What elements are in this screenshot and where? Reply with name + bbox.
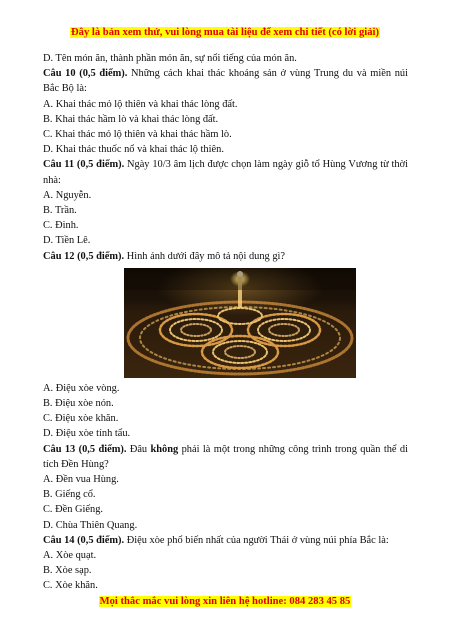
hotline-notice-text: Mọi thắc mắc vui lòng xin liên hệ hotline: 084 283 45 85 [99,596,351,607]
question-10 [43,66,408,96]
q13-option-c: C. Đền Giếng. [43,504,104,516]
question-10-text: Những cách khai thác khoáng sản ở vùng Trung du và miền núi Bắc Bộ là: [43,68,408,95]
q11-option-d: D. Tiền Lê. [43,235,91,247]
document-content [43,51,408,594]
question-11 [43,157,408,187]
q9-option-d: D. Tên món ăn, thành phần món ăn, sự nổi tiếng của món ăn. [43,53,297,64]
q11-option-c: C. Đinh. [43,220,79,232]
q10-option-a: A. Khai thác mỏ lộ thiên và khai thác lòng đất. [43,98,238,110]
q14-option-a: A. Xòe quạt. [43,550,97,562]
q12-option-b: B. Điệu xòe nón. [43,398,114,410]
question-10-heading: Câu 10 (0,5 điểm). [43,68,128,80]
q14-option-c: C. Xòe khăn. [43,580,98,592]
q13-option-b: B. Giếng cổ. [43,489,96,501]
q11-option-b: B. Trần. [43,205,77,217]
q10-option-b: B. Khai thác hầm lò và khai thác lòng đất. [43,113,219,125]
question-14-heading: Câu 14 (0,5 điểm). [43,534,125,546]
question-13-heading: Câu 13 (0,5 điểm). [43,443,127,455]
preview-notice-banner [0,27,450,38]
question-14 [43,533,408,548]
q13-option-d: D. Chùa Thiên Quang. [43,519,138,531]
question-13-emphasis: không [150,443,179,455]
q10-option-d: D. Khai thác thuốc nổ và khai thác lộ thiên. [43,144,224,156]
xoe-dance-photo [124,268,356,378]
question-11-heading: Câu 11 (0,5 điểm). [43,159,125,171]
q12-option-a: A. Điệu xòe vòng. [43,382,120,394]
question-13-text-part2: phải là một trong những công trình trong quần thể di tích Đền Hùng? [43,443,408,470]
q10-option-c: C. Khai thác mỏ lộ thiên và khai thác hầm lò. [43,129,232,141]
q13-option-a: A. Đền vua Hùng. [43,474,119,486]
q11-option-a: A. Nguyễn. [43,189,92,201]
question-11-text: Ngày 10/3 âm lịch được chọn làm ngày giỗ tổ Hùng Vương từ thời nhà: [43,159,409,186]
xoe-dance-photo-drawing [124,268,356,378]
preview-notice-text: Đây là bản xem thử, vui lòng mua tài liệu để xem chi tiết (có lời giải) [71,27,379,38]
q14-option-b: B. Xòe sạp. [43,565,92,577]
question-13 [43,442,408,472]
question-12-heading: Câu 12 (0,5 điểm). [43,250,125,262]
question-12 [43,249,408,264]
question-14-text: Điệu xòe phổ biến nhất của người Thái ở vùng núi phía Bắc là: [124,534,389,546]
q12-option-c: C. Điệu xòe khăn. [43,413,119,425]
question-13-text-part1: Đâu [126,443,151,455]
question-12-text: Hình ảnh dưới đây mô tả nội dung gì? [124,250,286,262]
hotline-notice-banner [0,596,450,607]
q12-option-d: D. Điệu xòe tính tẩu. [43,428,131,440]
